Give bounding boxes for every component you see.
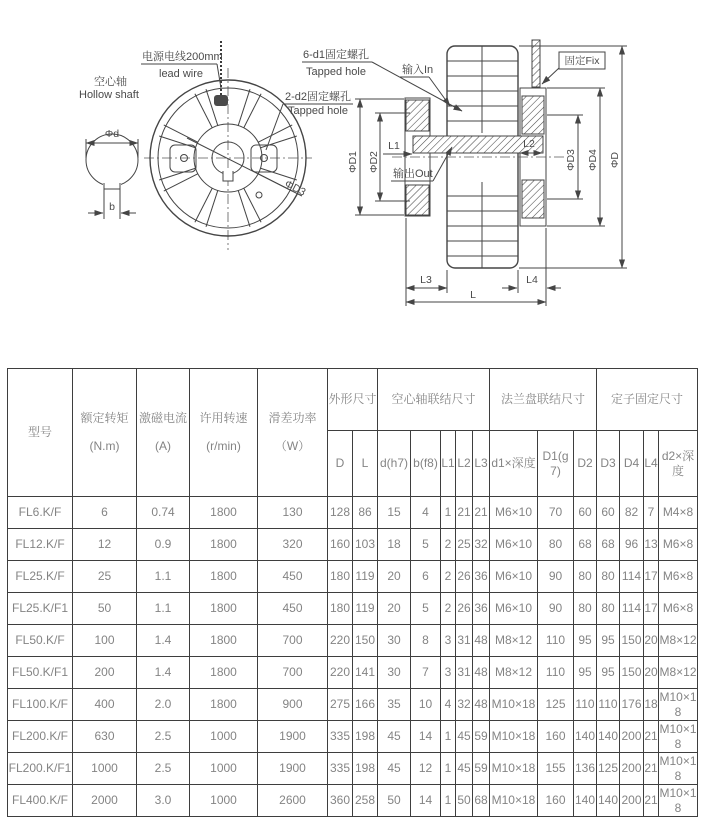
value-cell: 160	[538, 785, 574, 817]
value-cell: 30	[378, 657, 411, 689]
model-cell: FL6.K/F	[8, 497, 73, 529]
value-cell: 7	[411, 657, 441, 689]
value-cell: 130	[258, 497, 328, 529]
dim-phi-d-label: Φd	[104, 128, 120, 140]
value-cell: 60	[597, 497, 620, 529]
col-header-current	[137, 369, 190, 497]
value-cell: 150	[620, 625, 644, 657]
value-cell: 258	[353, 785, 378, 817]
value-cell: 0.74	[137, 497, 190, 529]
table-row	[8, 689, 698, 721]
value-cell: 114	[620, 593, 644, 625]
value-cell: M10×18	[490, 753, 538, 785]
value-cell: 12	[411, 753, 441, 785]
value-cell: 1800	[190, 497, 258, 529]
value-cell: 20	[378, 593, 411, 625]
value-cell: M6×8	[659, 529, 698, 561]
sub-header-L: L	[353, 431, 378, 497]
stator-flange	[520, 40, 546, 226]
value-cell: 45	[456, 753, 473, 785]
output-label: 输出Out	[393, 168, 433, 180]
model-cell: FL200.K/F	[8, 721, 73, 753]
value-cell: 1.1	[137, 593, 190, 625]
value-cell: 180	[328, 561, 353, 593]
value-cell: 1000	[190, 721, 258, 753]
value-cell: M6×10	[490, 497, 538, 529]
value-cell: 18	[644, 689, 659, 721]
value-cell: 20	[644, 625, 659, 657]
value-cell: 25	[73, 561, 137, 593]
value-cell: 31	[456, 625, 473, 657]
sub-header-D4: D4	[620, 431, 644, 497]
value-cell: M10×18	[659, 689, 697, 719]
value-cell: 1800	[190, 561, 258, 593]
model-cell: FL25.K/F1	[8, 593, 73, 625]
value-cell: 2000	[73, 785, 137, 817]
group-header-outline: 外形尺寸	[328, 369, 378, 431]
value-cell: M10×18	[490, 721, 538, 753]
value-cell: 60	[574, 497, 597, 529]
sub-header-d-h7: d(h7)	[378, 431, 411, 497]
value-cell: 2	[441, 593, 456, 625]
table-row	[8, 721, 698, 753]
value-cell: 8	[411, 625, 441, 657]
tapped6-label-en: Tapped hole	[306, 66, 366, 78]
value-cell: 110	[597, 689, 620, 721]
value-cell: 198	[353, 753, 378, 785]
value-cell: 140	[597, 785, 620, 817]
sub-header-D3: D3	[597, 431, 620, 497]
value-cell: 700	[258, 657, 328, 689]
col-header-power	[258, 369, 328, 497]
value-cell: 335	[328, 721, 353, 753]
value-cell: 4	[411, 497, 441, 529]
value-cell: 128	[328, 497, 353, 529]
value-cell: 1	[441, 785, 456, 817]
value-cell: 150	[353, 625, 378, 657]
sub-header-L4: L4	[644, 431, 659, 497]
value-cell: 21	[456, 497, 473, 529]
lead-wire-label-en: lead wire	[159, 68, 204, 80]
value-cell: 68	[574, 529, 597, 561]
group-header-flange: 法兰盘联结尺寸	[490, 369, 597, 431]
value-cell: M6×10	[490, 593, 538, 625]
value-cell: 20	[644, 657, 659, 689]
table-row	[8, 753, 698, 785]
value-cell: 275	[328, 689, 353, 721]
dim-phi-d1-label: ΦD1	[347, 151, 359, 173]
value-cell: 59	[473, 753, 490, 785]
model-cell: FL50.K/F	[8, 625, 73, 657]
value-cell: 32	[456, 689, 473, 721]
value-cell: 2600	[258, 785, 328, 817]
sub-header-d1-depth: d1×深度	[490, 431, 538, 497]
value-cell: 32	[473, 529, 490, 561]
sub-header-D: D	[328, 431, 353, 497]
value-cell: 10	[411, 689, 441, 721]
value-cell: 31	[456, 657, 473, 689]
value-cell: 200	[620, 785, 644, 817]
col-header-speed-cn: 许用转速	[199, 411, 248, 425]
model-cell: FL25.K/F	[8, 561, 73, 593]
value-cell: 335	[328, 753, 353, 785]
value-cell: 36	[473, 593, 490, 625]
value-cell: 48	[473, 625, 490, 657]
dim-l1-label: L1	[388, 140, 400, 152]
value-cell: 141	[353, 657, 378, 689]
table-row	[8, 657, 698, 689]
group-header-stator: 定子固定尺寸	[597, 369, 698, 431]
hollow-shaft-label-en: Hollow shaft	[79, 89, 139, 101]
value-cell: 110	[574, 689, 597, 721]
sub-header-L3: L3	[473, 431, 490, 497]
value-cell: 1900	[258, 721, 328, 753]
value-cell: 50	[378, 785, 411, 817]
sub-header-L1: L1	[441, 431, 456, 497]
value-cell: 2.5	[137, 721, 190, 753]
value-cell: 80	[538, 529, 574, 561]
dim-l4-label: L4	[526, 274, 538, 286]
sub-header-D2: D2	[574, 431, 597, 497]
value-cell: 45	[456, 721, 473, 753]
value-cell: 48	[473, 657, 490, 689]
value-cell: 1.4	[137, 657, 190, 689]
value-cell: M10×18	[659, 753, 697, 783]
tapped-hole-pocket-right	[251, 145, 277, 172]
value-cell: 12	[73, 529, 137, 561]
value-cell: 700	[258, 625, 328, 657]
value-cell: 180	[328, 593, 353, 625]
model-cell: FL200.K/F1	[8, 753, 73, 785]
value-cell: 45	[378, 721, 411, 753]
tapped-hole-pocket-left	[170, 145, 196, 172]
hollow-shaft-symbol	[86, 128, 138, 219]
tapped2-label-en: Tapped hole	[288, 105, 348, 117]
value-cell: 166	[353, 689, 378, 721]
value-cell: 13	[644, 529, 659, 561]
value-cell: 630	[73, 721, 137, 753]
value-cell: 25	[456, 529, 473, 561]
col-header-power-cn: 滑差功率	[268, 411, 317, 425]
lead-wire-connector	[214, 95, 228, 106]
value-cell: 30	[378, 625, 411, 657]
value-cell: 1	[441, 721, 456, 753]
dim-phi-d4-label: ΦD4	[587, 149, 599, 171]
value-cell: 220	[328, 657, 353, 689]
value-cell: 1000	[190, 785, 258, 817]
value-cell: 36	[473, 561, 490, 593]
value-cell: 1.4	[137, 625, 190, 657]
value-cell: 70	[538, 497, 574, 529]
table-row	[8, 625, 698, 657]
value-cell: 0.9	[137, 529, 190, 561]
value-cell: 95	[597, 657, 620, 689]
tapped2-label-cn: 2-d2固定螺孔	[285, 91, 352, 103]
value-cell: 90	[538, 593, 574, 625]
value-cell: 7	[644, 497, 659, 529]
value-cell: 21	[473, 497, 490, 529]
value-cell: 26	[456, 593, 473, 625]
value-cell: 450	[258, 561, 328, 593]
value-cell: 900	[258, 689, 328, 721]
value-cell: 450	[258, 593, 328, 625]
value-cell: 140	[597, 721, 620, 753]
table-row	[8, 529, 698, 561]
value-cell: 3	[441, 625, 456, 657]
col-header-speed-unit: (r/min)	[206, 439, 241, 453]
value-cell: 68	[473, 785, 490, 817]
dim-phi-d-label: ΦD	[609, 152, 621, 168]
value-cell: 86	[353, 497, 378, 529]
value-cell: 3	[441, 657, 456, 689]
dim-phi-d2-label: ΦD2	[368, 151, 380, 173]
value-cell: 14	[411, 721, 441, 753]
value-cell: 125	[597, 753, 620, 785]
col-header-speed	[190, 369, 258, 497]
value-cell: 119	[353, 561, 378, 593]
value-cell: 20	[378, 561, 411, 593]
dim-phi-d3-label: ΦD3	[565, 149, 577, 171]
value-cell: 155	[538, 753, 574, 785]
value-cell: M8×12	[490, 625, 538, 657]
value-cell: 150	[620, 657, 644, 689]
col-header-torque-unit: (N.m)	[89, 439, 120, 453]
value-cell: M6×8	[659, 593, 698, 625]
value-cell: 14	[411, 785, 441, 817]
sub-header-b-f8: b(f8)	[411, 431, 441, 497]
value-cell: 1800	[190, 689, 258, 721]
model-cell: FL50.K/F1	[8, 657, 73, 689]
table-row	[8, 593, 698, 625]
value-cell: 59	[473, 721, 490, 753]
col-header-current-cn: 激磁电流	[138, 411, 187, 425]
value-cell: 5	[411, 593, 441, 625]
input-label: 输入In	[402, 64, 434, 76]
spec-table-body	[8, 497, 698, 817]
col-header-power-unit: （W）	[274, 439, 311, 453]
technical-drawing-svg	[0, 0, 705, 362]
spec-table	[7, 368, 698, 817]
lead-wire-label-cn: 电源电线200mm	[142, 51, 223, 63]
value-cell: 103	[353, 529, 378, 561]
value-cell: 200	[73, 657, 137, 689]
value-cell: 1000	[190, 753, 258, 785]
value-cell: M6×10	[490, 561, 538, 593]
value-cell: 17	[644, 593, 659, 625]
value-cell: 140	[574, 721, 597, 753]
col-header-current-unit: (A)	[155, 439, 171, 453]
sub-header-D1-g7: D1(g7)	[538, 431, 574, 497]
value-cell: 90	[538, 561, 574, 593]
value-cell: 114	[620, 561, 644, 593]
value-cell: 119	[353, 593, 378, 625]
value-cell: M10×18	[659, 785, 697, 815]
table-row	[8, 785, 698, 817]
value-cell: 80	[574, 561, 597, 593]
value-cell: M8×12	[659, 625, 698, 657]
value-cell: 1800	[190, 657, 258, 689]
value-cell: 17	[644, 561, 659, 593]
dim-b-label: b	[109, 201, 115, 213]
value-cell: 160	[538, 721, 574, 753]
model-cell: FL12.K/F	[8, 529, 73, 561]
value-cell: 1800	[190, 593, 258, 625]
value-cell: 110	[538, 657, 574, 689]
value-cell: 176	[620, 689, 644, 721]
value-cell: 6	[73, 497, 137, 529]
sub-header-d2-depth: d2×深度	[659, 431, 698, 497]
dim-l3-label: L3	[420, 274, 432, 286]
value-cell: 1	[441, 497, 456, 529]
table-row	[8, 561, 698, 593]
value-cell: 360	[328, 785, 353, 817]
value-cell: 82	[620, 497, 644, 529]
value-cell: 35	[378, 689, 411, 721]
value-cell: 50	[73, 593, 137, 625]
value-cell: M10×18	[490, 689, 538, 721]
value-cell: 21	[644, 721, 659, 753]
section-view	[347, 40, 627, 306]
value-cell: 1000	[73, 753, 137, 785]
value-cell: 1800	[190, 625, 258, 657]
value-cell: 1900	[258, 753, 328, 785]
value-cell: 5	[411, 529, 441, 561]
value-cell: M6×8	[659, 561, 698, 593]
value-cell: 50	[456, 785, 473, 817]
dim-l2-label: L2	[523, 138, 535, 150]
value-cell: 15	[378, 497, 411, 529]
value-cell: 1.1	[137, 561, 190, 593]
fix-label: 固定Fix	[564, 55, 600, 67]
model-cell: FL400.K/F	[8, 785, 73, 817]
value-cell: 1	[441, 753, 456, 785]
value-cell: 400	[73, 689, 137, 721]
value-cell: 4	[441, 689, 456, 721]
tapped6-label-cn: 6-d1固定螺孔	[303, 49, 370, 61]
col-header-torque	[73, 369, 137, 497]
col-header-model: 型号	[8, 369, 73, 497]
fix-cable	[532, 40, 540, 87]
value-cell: 21	[644, 753, 659, 785]
value-cell: 220	[328, 625, 353, 657]
dim-phi-d3-front-label: ΦD3	[282, 177, 308, 199]
value-cell: 21	[644, 785, 659, 817]
value-cell: 26	[456, 561, 473, 593]
value-cell: 68	[597, 529, 620, 561]
value-cell: 95	[574, 625, 597, 657]
col-header-torque-cn: 额定转矩	[80, 411, 129, 425]
value-cell: 200	[620, 753, 644, 785]
value-cell: 48	[473, 689, 490, 721]
value-cell: 100	[73, 625, 137, 657]
dim-l-label: L	[470, 289, 476, 301]
value-cell: 2	[441, 561, 456, 593]
value-cell: M10×18	[490, 785, 538, 817]
value-cell: 80	[597, 561, 620, 593]
value-cell: 6	[411, 561, 441, 593]
value-cell: 80	[574, 593, 597, 625]
value-cell: M8×12	[490, 657, 538, 689]
value-cell: M4×8	[659, 497, 698, 529]
value-cell: 2.0	[137, 689, 190, 721]
value-cell: M8×12	[659, 657, 698, 689]
value-cell: 140	[574, 785, 597, 817]
model-cell: FL100.K/F	[8, 689, 73, 721]
value-cell: 200	[620, 721, 644, 753]
value-cell: 3.0	[137, 785, 190, 817]
value-cell: 160	[328, 529, 353, 561]
value-cell: 198	[353, 721, 378, 753]
value-cell: 45	[378, 753, 411, 785]
value-cell: 320	[258, 529, 328, 561]
value-cell: 95	[574, 657, 597, 689]
value-cell: 110	[538, 625, 574, 657]
value-cell: 96	[620, 529, 644, 561]
group-header-hollow-shaft: 空心轴联结尺寸	[378, 369, 490, 431]
value-cell: M6×10	[490, 529, 538, 561]
value-cell: M10×18	[659, 721, 697, 751]
value-cell: 1800	[190, 529, 258, 561]
hollow-shaft-label-cn: 空心轴	[94, 76, 127, 88]
value-cell: 18	[378, 529, 411, 561]
value-cell: 2	[441, 529, 456, 561]
value-cell: 136	[574, 753, 597, 785]
sub-header-L2: L2	[456, 431, 473, 497]
value-cell: 125	[538, 689, 574, 721]
table-row	[8, 497, 698, 529]
value-cell: 2.5	[137, 753, 190, 785]
value-cell: 95	[597, 625, 620, 657]
value-cell: 80	[597, 593, 620, 625]
